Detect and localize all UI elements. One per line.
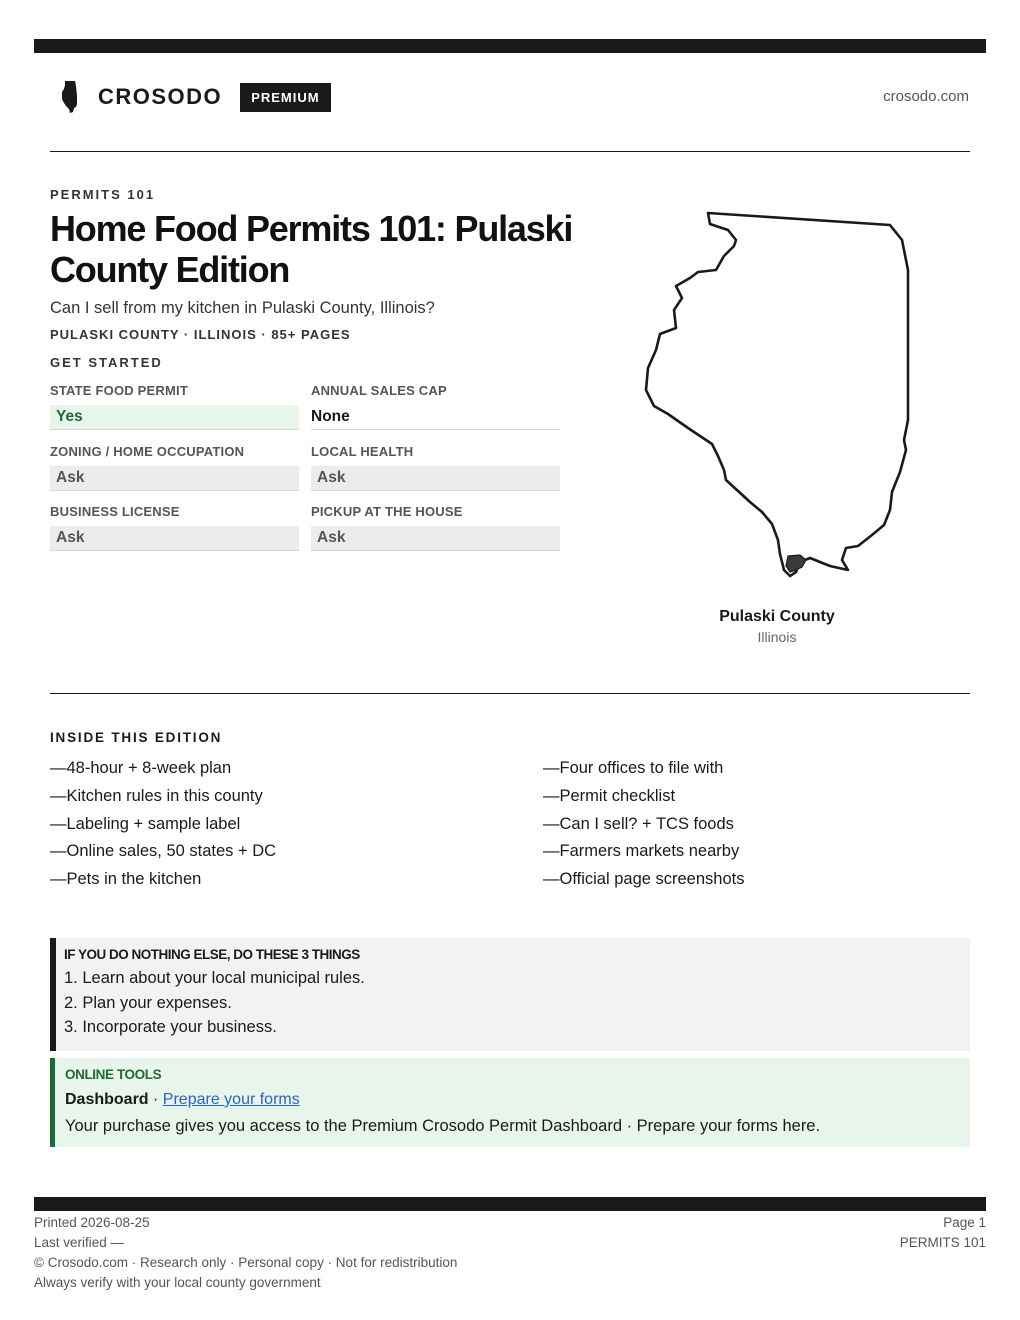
field-pickup	[311, 504, 560, 551]
callout-item: 2. Plan your expenses.	[64, 993, 232, 1012]
top-bar	[34, 39, 986, 53]
tools-title: ONLINE TOOLS	[65, 1067, 162, 1082]
section-label: PERMITS 101	[899, 1235, 986, 1250]
footer-bar	[34, 1197, 986, 1211]
callout-item: 1. Learn about your local municipal rules.	[64, 969, 365, 987]
footer-left	[34, 1213, 457, 1293]
separator: ·	[148, 1091, 163, 1108]
callout-item: 3. Incorporate your business.	[64, 1018, 277, 1036]
divider	[50, 693, 970, 694]
field-value: Ask	[50, 526, 299, 551]
field-value: Ask	[50, 466, 299, 491]
toc-item: —Pets in the kitchen	[50, 870, 202, 889]
dashboard-label: Dashboard	[65, 1091, 149, 1108]
field-zoning	[50, 444, 299, 491]
brand-name: CROSODO	[98, 84, 223, 109]
site-url[interactable]: crosodo.com	[883, 88, 969, 105]
field-annual-sales-cap	[311, 383, 560, 430]
map-state: Illinois	[757, 629, 797, 645]
last-verified: Last verified —	[34, 1235, 125, 1250]
field-label: BUSINESS LICENSE	[50, 504, 180, 519]
online-tools-callout	[50, 1058, 970, 1147]
key-actions-callout	[50, 938, 970, 1051]
toc-right	[543, 755, 744, 894]
field-value: Ask	[311, 526, 560, 551]
brand[interactable]	[60, 80, 331, 114]
field-value: Yes	[50, 405, 299, 430]
field-label: PICKUP AT THE HOUSE	[311, 504, 463, 519]
map-caption	[677, 608, 877, 645]
field-value: None	[311, 405, 560, 430]
tools-description: Your purchase gives you access to the Premium Crosodo Permit Dashboard · Prepare your forms here.	[65, 1117, 821, 1135]
edition-meta: PULASKI COUNTY · ILLINOIS · 85+ PAGES	[50, 327, 351, 342]
divider	[50, 151, 970, 152]
tools-row	[65, 1086, 970, 1112]
field-value: Ask	[311, 466, 560, 491]
toc-item: —Permit checklist	[543, 786, 676, 805]
toc-item: —Official page screenshots	[543, 870, 745, 889]
toc-item: —48-hour + 8-week plan	[50, 759, 232, 777]
field-business-license	[50, 504, 299, 551]
toc-item: —Four offices to file with	[543, 759, 724, 777]
footer-right	[900, 1213, 986, 1253]
callout-title: IF YOU DO NOTHING ELSE, DO THESE 3 THINGS	[64, 947, 360, 962]
field-label: ANNUAL SALES CAP	[311, 383, 447, 398]
inside-edition-heading: INSIDE THIS EDITION	[50, 730, 223, 745]
illinois-map	[640, 210, 920, 582]
field-label: STATE FOOD PERMIT	[50, 383, 188, 398]
field-state-food-permit	[50, 383, 299, 430]
illinois-state-icon	[60, 80, 82, 114]
verify-note: Always verify with your local county government	[34, 1275, 321, 1290]
toc-item: —Labeling + sample label	[50, 814, 241, 833]
illinois-outline	[646, 213, 908, 576]
toc-item: —Farmers markets nearby	[543, 842, 740, 861]
get-started-heading: GET STARTED	[50, 355, 163, 370]
map-county: Pulaski County	[719, 608, 835, 625]
field-label: ZONING / HOME OCCUPATION	[50, 444, 245, 459]
toc-left	[50, 755, 276, 894]
printed-date: Printed 2026-08-25	[34, 1215, 150, 1230]
premium-badge: PREMIUM	[240, 83, 330, 112]
page-number: Page 1	[943, 1215, 986, 1230]
field-local-health	[311, 444, 560, 491]
field-label: LOCAL HEALTH	[311, 444, 414, 459]
page-title: Home Food Permits 101: Pulaski County Edition	[50, 208, 573, 290]
toc-item: —Kitchen rules in this county	[50, 786, 263, 805]
toc-item: —Can I sell? + TCS foods	[543, 814, 734, 833]
copyright: © Crosodo.com · Research only · Personal copy · Not for redistribution	[34, 1255, 458, 1270]
subtitle: Can I sell from my kitchen in Pulaski County, Illinois?	[50, 299, 435, 317]
eyebrow: PERMITS 101	[50, 187, 156, 202]
prepare-forms-link[interactable]: Prepare your forms	[162, 1091, 300, 1108]
pulaski-county-highlight	[786, 555, 806, 572]
toc-item: —Online sales, 50 states + DC	[50, 842, 277, 861]
